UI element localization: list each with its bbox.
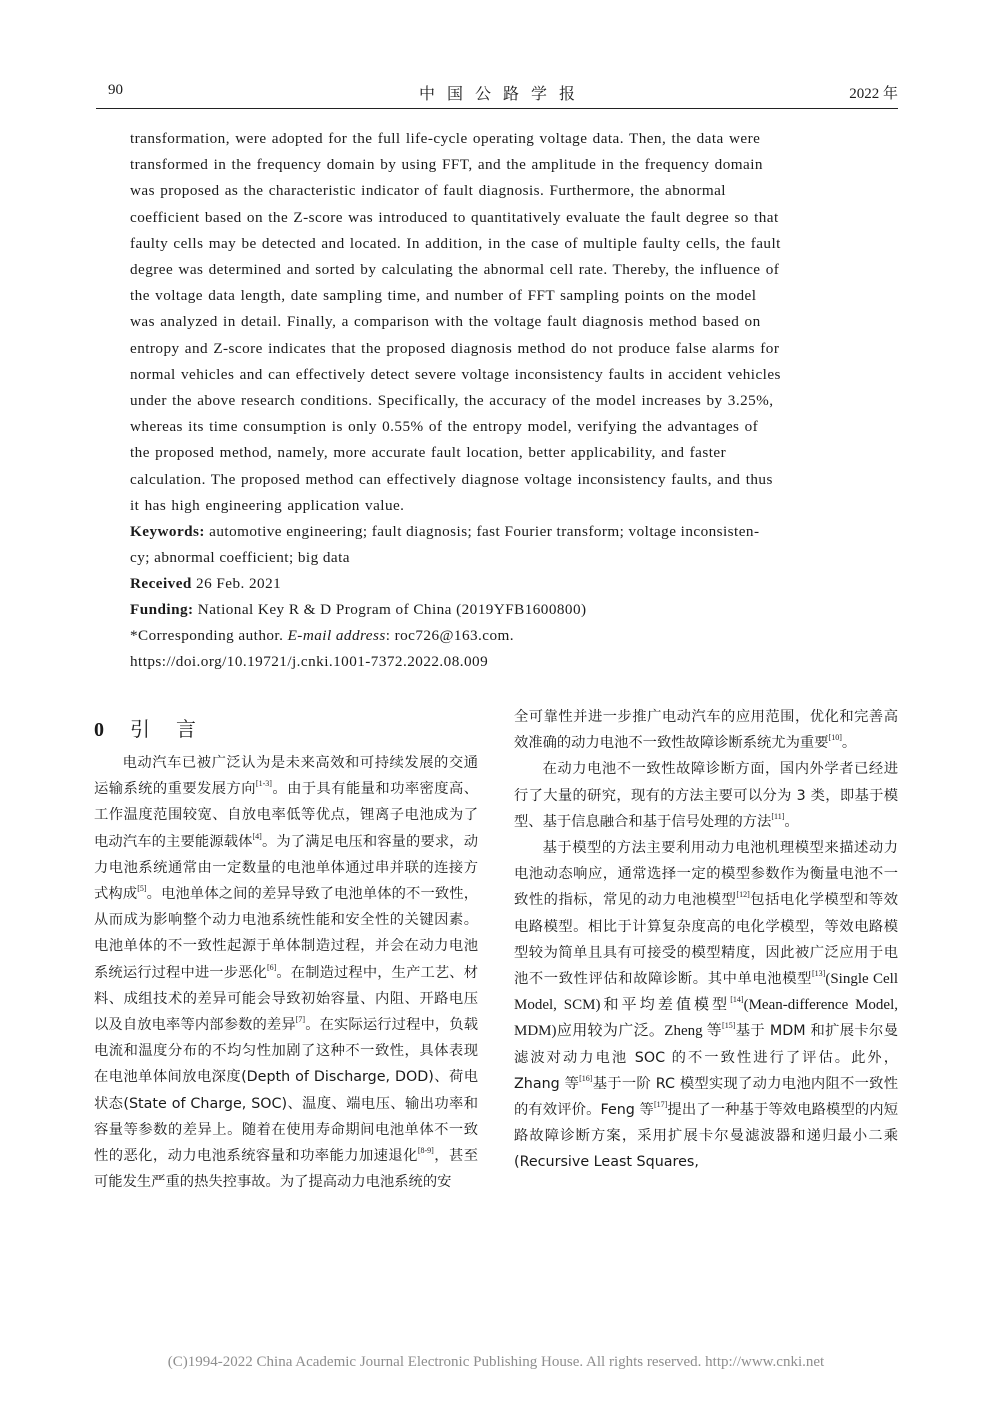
body-paragraph: 基于模型的方法主要利用动力电池机理模型来描述动力电池动态响应，通常选择一定的模型参数作为衡量电池不一致性的指标，常见的动力电池模型[12]包括电化学模型和等效电路模型。相比于计算复杂度高的电化学模型，等效电路模型较为简单且具有可接受的模型精度，因此被广泛应用于电池不一致性评估和故障诊断。其中单电池模型[13](Single Cell Model, SCM)和平均差值模型[14](Mean-difference Model, MDM)应用较为广泛。Zheng 等[15]基于 MDM 和扩展卡尔曼滤波对动力电池 SOC 的不一致性进行了评估。此外，Zhang 等[16]基于一阶 RC 模型实现了动力电池内阻不一致性的有效评价。Feng 等[17]提出了一种基于等效电路模型的内短路故障诊断方案，采用扩展卡尔曼滤波器和递归最小二乘(Recursive Least Squares, <box>514 840 899 1171</box>
doi-link[interactable]: https://doi.org/10.19721/j.cnki.1001-7372.2022.08.009 <box>130 653 489 670</box>
page-number: 90 <box>108 82 123 98</box>
abstract-paragraph <box>130 126 863 519</box>
body-paragraph: 全可靠性并进一步推广电动汽车的应用范围，优化和完善高效准确的动力电池不一致性故障诊断系统尤为重要[10]。 <box>514 709 898 752</box>
keywords-label: Keywords: <box>130 523 205 540</box>
section-heading <box>94 714 222 745</box>
header-rule <box>96 108 898 109</box>
abstract-line: normal vehicles and can effectively detect severe voltage inconsistency faults in accident vehicles <box>130 365 781 383</box>
abstract-line: degree was determined and sorted by calculating the abnormal cell rate. Thereby, the influence of <box>130 261 780 279</box>
email-address[interactable]: : roc726@163.com. <box>385 627 515 644</box>
doi-line <box>130 649 863 675</box>
abstract-line: coefficient based on the Z-score was introduced to quantitatively evaluate the fault degree so that <box>130 208 779 226</box>
abstract-line: was analyzed in detail. Finally, a comparison with the voltage fault diagnosis method based on <box>130 313 761 331</box>
abstract-line: entropy and Z-score indicates that the proposed diagnosis method do not produce false alarms for <box>130 339 780 357</box>
abstract-line: calculation. The proposed method can effectively diagnose voltage inconsistency faults, and thus <box>130 470 773 488</box>
email-label: E-mail address <box>287 627 386 644</box>
abstract-line: the voltage data length, date sampling time, and number of FFT sampling points on the model <box>130 287 757 305</box>
section-title: 引言 <box>130 717 222 741</box>
received-line <box>130 571 863 597</box>
abstract-line: faulty cells may be detected and located. In addition, in the case of multiple faulty cells, the fault <box>130 234 781 252</box>
abstract-line: under the above research conditions. Specifically, the accuracy of the model increases by 3.25%, <box>130 392 774 410</box>
corresponding-line <box>130 623 863 649</box>
right-column <box>514 704 898 1176</box>
keywords-line-2: cy; abnormal coefficient; big data <box>130 549 350 567</box>
abstract-line: it has high engineering application value. <box>130 496 405 514</box>
received-label: Received <box>130 575 192 592</box>
left-column <box>94 750 478 1195</box>
copyright-footer: (C)1994-2022 China Academic Journal Electronic Publishing House. All rights reserved. http://www.cnki.net <box>167 1354 825 1370</box>
keywords-line-1: automotive engineering; fault diagnosis; fast Fourier transform; voltage inconsisten- <box>204 523 760 540</box>
body-paragraph: 在动力电池不一致性故障诊断方面，国内外学者已经进行了大量的研究，现有的方法主要可以分为 3 类，即基于模型、基于信息融合和基于信号处理的方法[11]。 <box>514 761 898 830</box>
abstract-line: transformed in the frequency domain by using FFT, and the amplitude in the frequency domain <box>130 156 763 174</box>
received-date: 26 Feb. 2021 <box>191 575 282 592</box>
section-number: 0 <box>94 719 104 741</box>
abstract-text <box>130 126 863 519</box>
abstract-line: transformation, were adopted for the full life-cycle operating voltage data. Then, the data were <box>130 130 761 147</box>
running-header <box>108 82 898 104</box>
publication-year: 2022 年 <box>849 86 898 102</box>
body-paragraph: 电动汽车已被广泛认为是未来高效和可持续发展的交通运输系统的重要发展方向[1-3]。由于具有能量和功率密度高、工作温度范围较宽、自放电率低等优点，锂离子电池成为了电动汽车的主要能源载体[4]。为了满足电压和容量的要求，动力电池系统通常由一定数量的电池单体通过串并联的连接方式构成[5]。电池单体之间的差异导致了电池单体的不一致性，从而成为影响整个动力电池系统性能和安全性的关键因素。电池单体的不一致性起源于单体制造过程，并会在动力电池系统运行过程中进一步恶化[6]。在制造过程中，生产工艺、材料、成组技术的差异可能会导致初始容量、内阻、开路电压以及自放电率等内部参数的差异[7]。在实际运行过程中，负载电流和温度分布的不均匀性加剧了这种不一致性，具体表现在电池单体间放电深度(Depth of Discharge, DOD)、荷电状态(State of Charge, SOC)、温度、端电压、输出功率和容量等参数的差异上。随着在使用寿命期间电池单体不一致性的恶化，动力电池系统容量和功率能力加速退化[8-9]，甚至可能发生严重的热失控事故。为了提高动力电池系统的安 <box>94 755 479 1191</box>
abstract-line: was proposed as the characteristic indicator of fault diagnosis. Furthermore, the abnormal <box>130 182 726 200</box>
funding-label: Funding: <box>130 601 194 618</box>
funding-value: National Key R & D Program of China (2019YFB1600800) <box>193 601 587 618</box>
funding-line <box>130 597 863 623</box>
keywords-block <box>130 519 863 571</box>
abstract-line: the proposed method, namely, more accurate fault location, better applicability, and faster <box>130 444 727 462</box>
corresponding-prefix: *Corresponding author. <box>130 627 288 644</box>
abstract-line: whereas its time consumption is only 0.55% of the entropy model, verifying the advantages of <box>130 418 759 436</box>
journal-title: 中国公路学报 <box>418 84 587 103</box>
